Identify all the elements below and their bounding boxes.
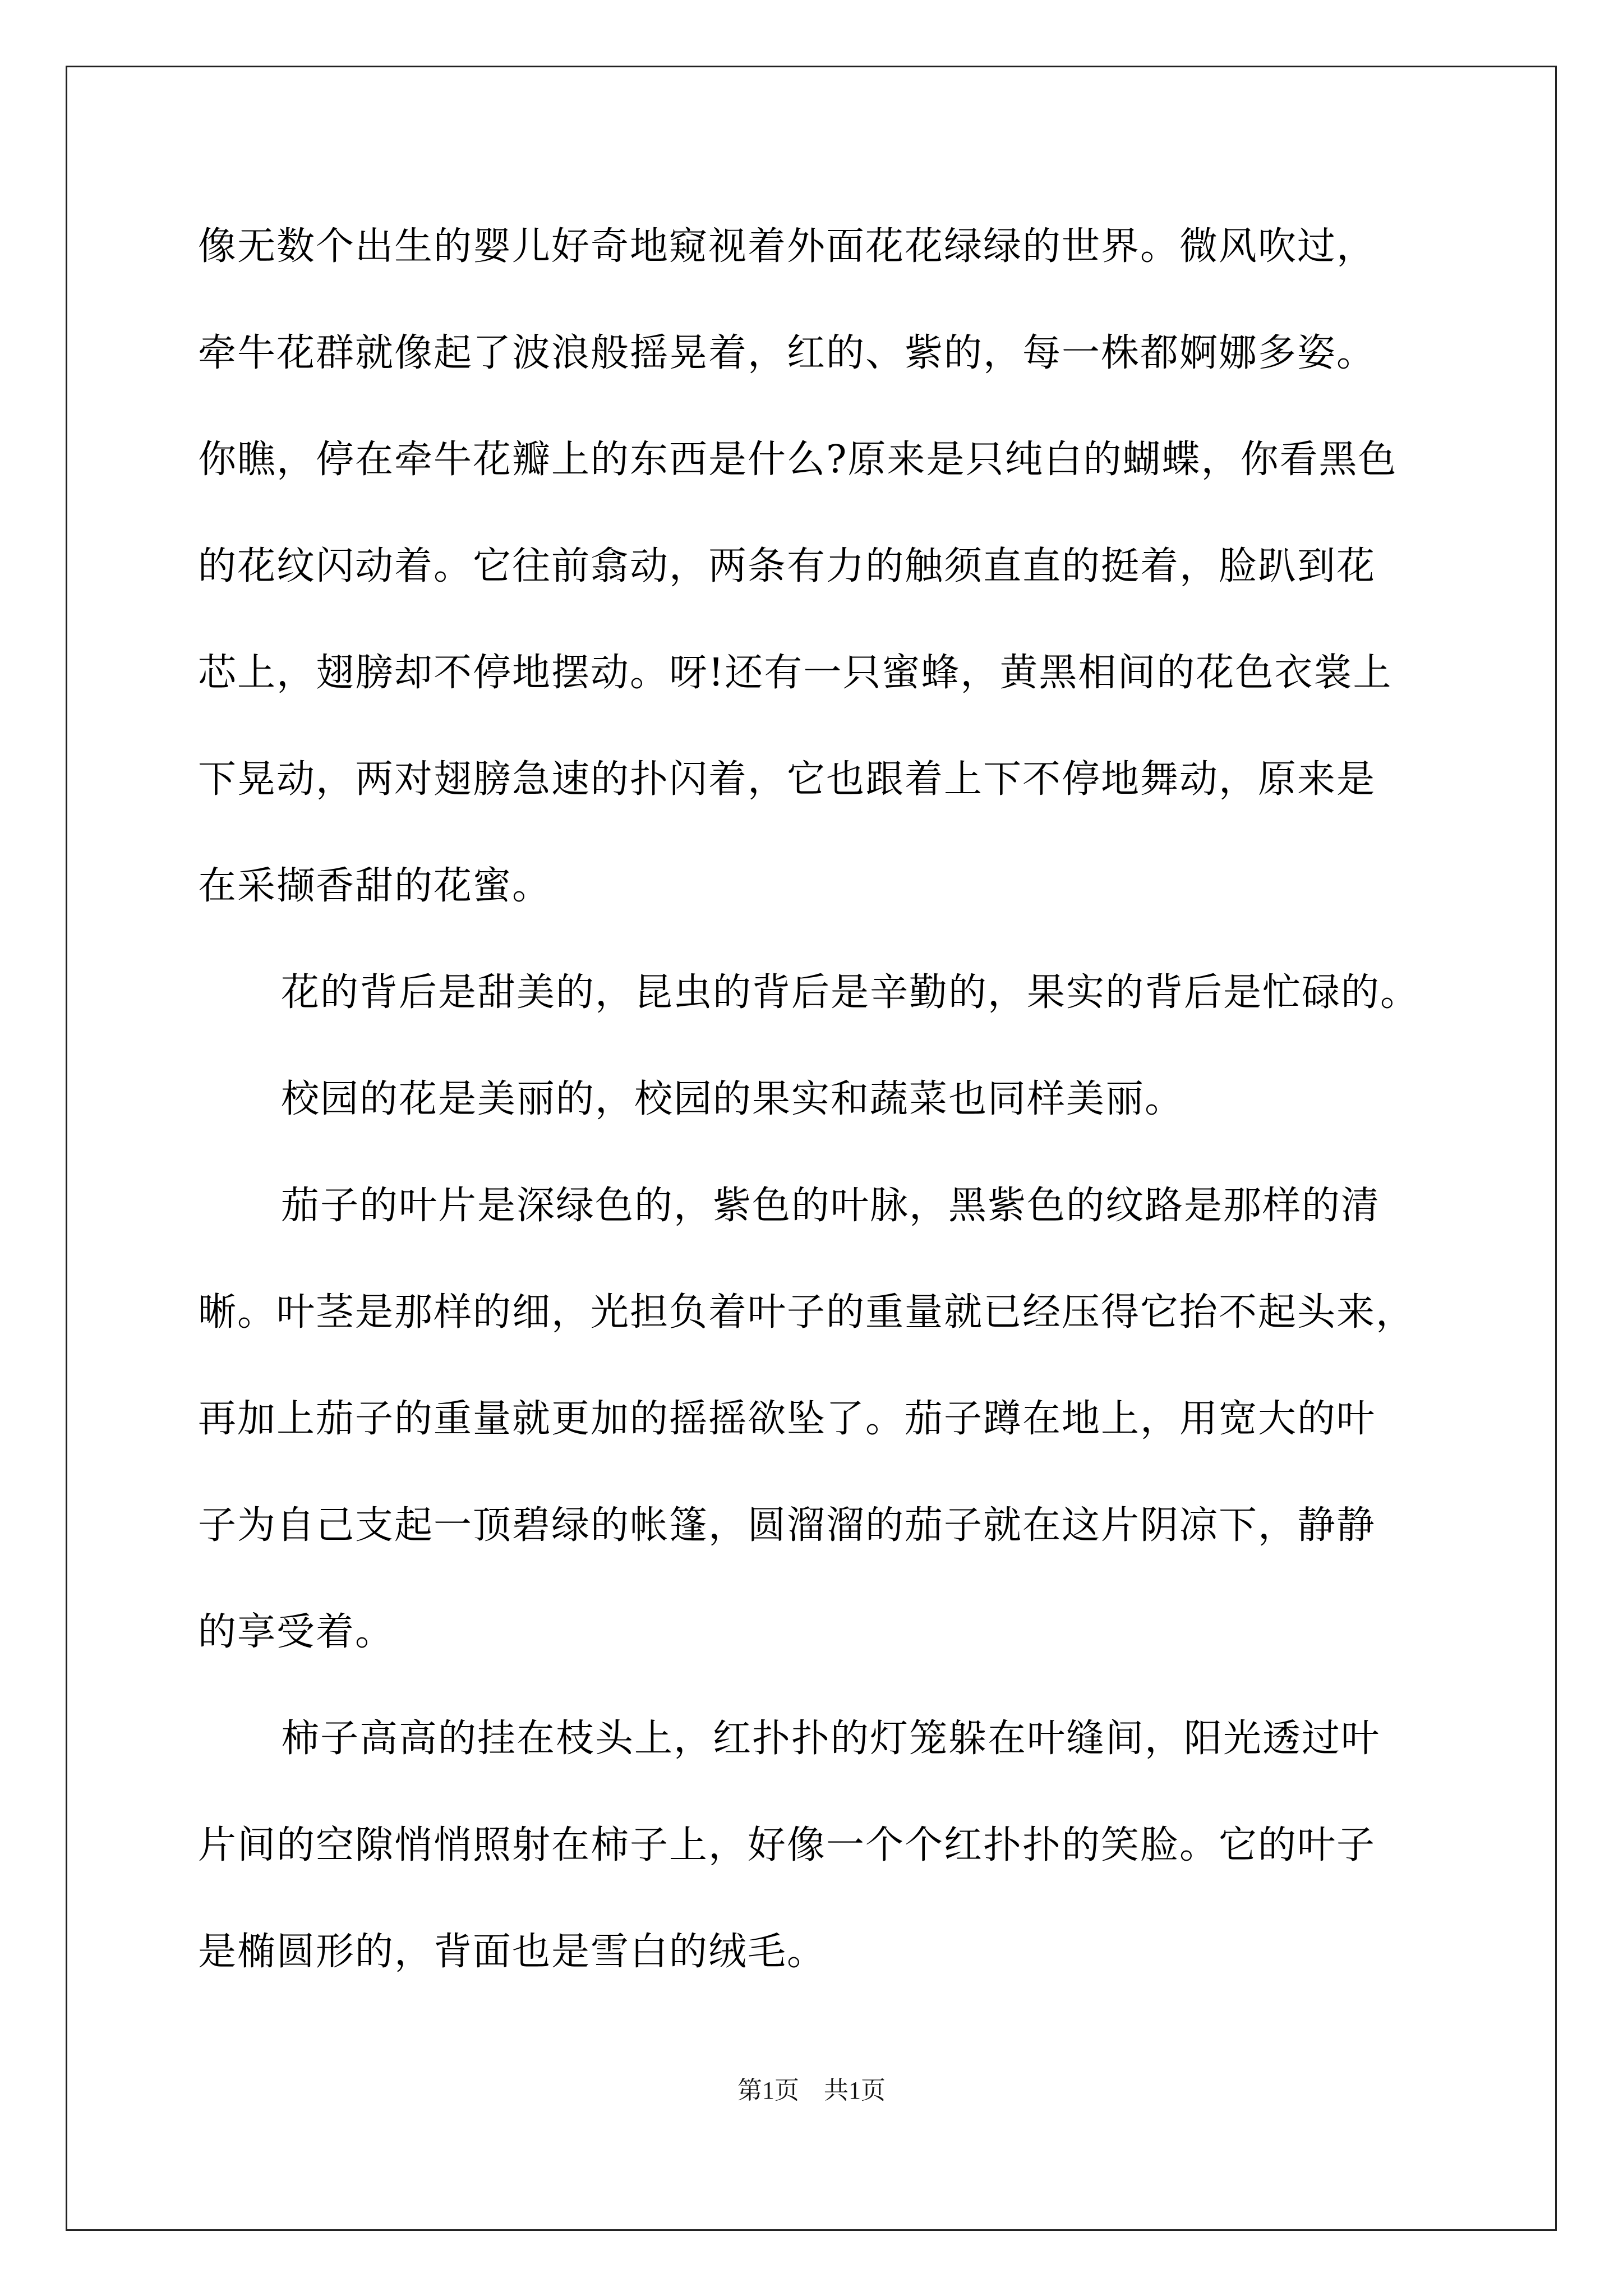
text-line: 是椭圆形的，背面也是雪白的绒毛。	[198, 1930, 827, 1974]
text-line: 下晃动，两对翅膀急速的扑闪着，它也跟着上下不停地舞动，原来是	[198, 757, 1376, 802]
text-line: 在采撷香甜的花蜜。	[198, 864, 552, 908]
text-line: 芯上，翅膀却不停地摆动。呀!还有一只蜜蜂，黄黑相间的花色衣裳上	[198, 651, 1393, 695]
text-line: 的享受着。	[198, 1610, 395, 1654]
text-line: 牵牛花群就像起了波浪般摇晃着，红的、紫的，每一株都婀娜多姿。	[198, 331, 1376, 375]
text-line: 片间的空隙悄悄照射在柿子上，好像一个个红扑扑的笑脸。它的叶子	[198, 1823, 1376, 1867]
text-line: 像无数个出生的婴儿好奇地窥视着外面花花绿绿的世界。微风吹过，	[198, 224, 1376, 269]
text-line: 晰。叶茎是那样的细，光担负着叶子的重量就已经压得它抬不起头来，	[198, 1290, 1415, 1335]
page-number-footer: 第1页 共1页	[737, 2077, 886, 2104]
paragraph-first-line: 校园的花是美丽的，校园的果实和蔬菜也同样美丽。	[281, 1077, 1184, 1121]
paragraph-first-line: 柿子高高的挂在枝头上，红扑扑的灯笼躲在叶缝间，阳光透过叶	[281, 1717, 1381, 1761]
text-line: 子为自己支起一顶碧绿的帐篷，圆溜溜的茄子就在这片阴凉下，静静	[198, 1503, 1376, 1548]
text-line: 再加上茄子的重量就更加的摇摇欲坠了。茄子蹲在地上，用宽大的叶	[198, 1397, 1376, 1441]
paragraph-first-line: 茄子的叶片是深绿色的，紫色的叶脉，黑紫色的纹路是那样的清	[281, 1184, 1381, 1228]
text-line: 你瞧，停在牵牛花瓣上的东西是什么?原来是只纯白的蝴蝶，你看黑色	[198, 438, 1398, 482]
text-line: 的花纹闪动着。它往前翕动，两条有力的触须直直的挺着，脸趴到花	[198, 544, 1376, 588]
document-body	[198, 213, 1432, 2025]
paragraph-first-line: 花的背后是甜美的，昆虫的背后是辛勤的，果实的背后是忙碌的。	[281, 970, 1420, 1015]
